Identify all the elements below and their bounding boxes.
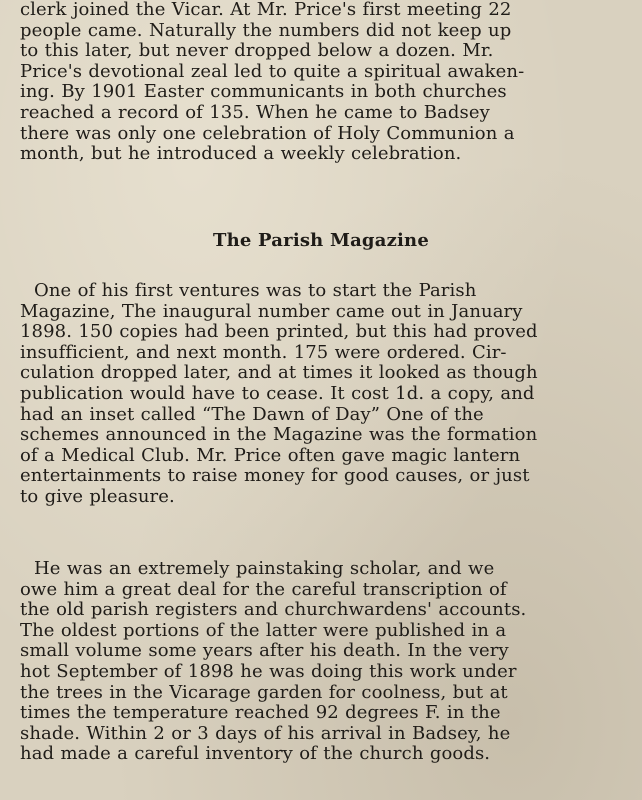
- text-line: there was only one celebration of Holy Communion a: [20, 123, 515, 144]
- text-line: schemes announced in the Magazine was the formation: [20, 425, 538, 446]
- section-heading: The Parish Magazine: [213, 230, 429, 251]
- text-line: the trees in the Vicarage garden for coolness, but at: [20, 682, 508, 703]
- text-line: Price's devotional zeal led to quite a spiritual awaken-: [20, 61, 525, 82]
- text-line: The oldest portions of the latter were published in a: [20, 620, 507, 641]
- magazine-paragraph: [20, 281, 626, 508]
- opening-paragraph: [20, 0, 626, 165]
- text-line: He was an extremely painstaking scholar, and we: [34, 559, 495, 579]
- text-line: One of his first ventures was to start the Parish: [34, 281, 477, 301]
- text-line: small volume some years after his death. In the very: [20, 641, 509, 662]
- text-line: had an inset called “The Dawn of Day” One of the: [20, 404, 484, 425]
- text-line: 1898. 150 copies had been printed, but this had proved: [20, 322, 538, 343]
- text-line: to this later, but never dropped below a dozen. Mr.: [20, 41, 494, 62]
- text-line: month, but he introduced a weekly celebration.: [20, 144, 462, 165]
- text-line: publication would have to cease. It cost 1d. a copy, and: [20, 383, 535, 404]
- text-line: reached a record of 135. When he came to Badsey: [20, 102, 490, 123]
- text-line: ing. By 1901 Easter communicants in both churches: [20, 82, 507, 103]
- text-line: the old parish registers and churchwardens' accounts.: [20, 600, 527, 621]
- text-line: had made a careful inventory of the church goods.: [20, 744, 491, 765]
- text-line: people came. Naturally the numbers did not keep up: [20, 20, 512, 41]
- scholar-paragraph: [20, 559, 626, 765]
- text-line: owe him a great deal for the careful transcription of: [20, 579, 507, 600]
- text-line: to give pleasure.: [20, 486, 175, 507]
- text-line: shade. Within 2 or 3 days of his arrival in Badsey, he: [20, 723, 511, 744]
- text-line: of a Medical Club. Mr. Price often gave magic lantern: [20, 445, 521, 466]
- text-line: entertainments to raise money for good causes, or just: [20, 466, 530, 487]
- text-line: clerk joined the Vicar. At Mr. Price's first meeting 22: [20, 0, 512, 20]
- text-line: times the temperature reached 92 degrees F. in the: [20, 703, 501, 724]
- text-line: Magazine, The inaugural number came out in January: [20, 301, 523, 322]
- text-line: hot September of 1898 he was doing this work under: [20, 661, 517, 682]
- text-line: culation dropped later, and at times it looked as though: [20, 363, 538, 384]
- text-line: insufficient, and next month. 175 were ordered. Cir-: [20, 342, 507, 363]
